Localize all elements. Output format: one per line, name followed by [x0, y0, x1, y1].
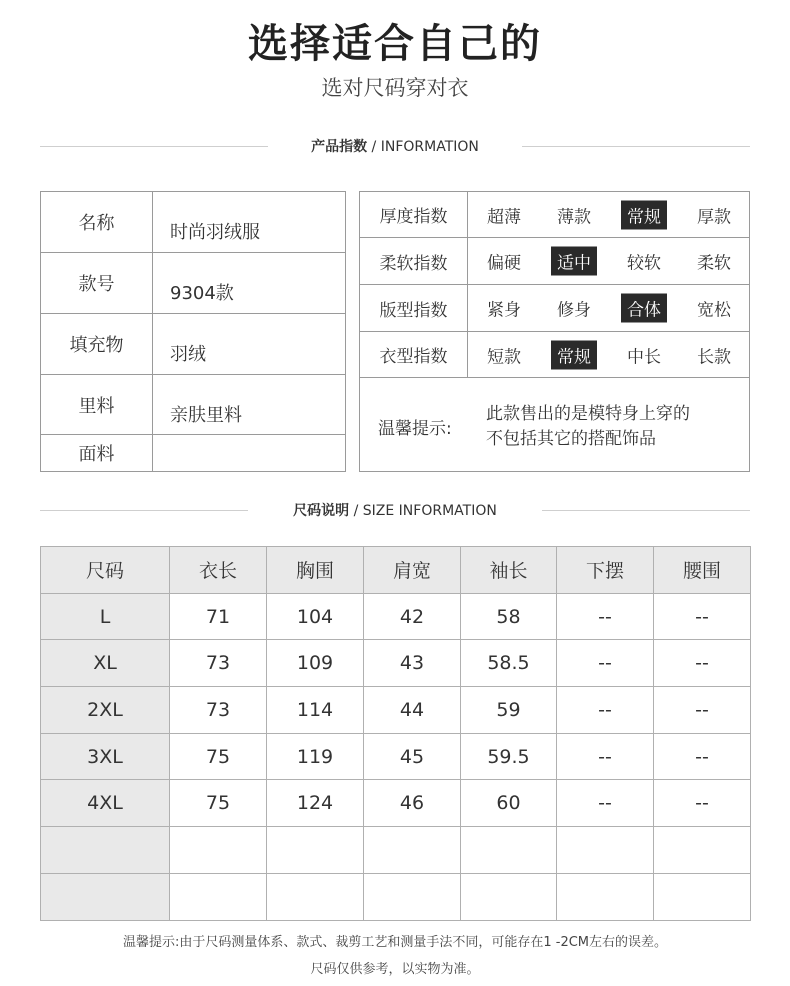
info-key: 里料: [41, 374, 153, 435]
product-section-label: 产品指数: [311, 139, 368, 155]
table-row: [41, 827, 751, 874]
measure-cell: 42: [364, 593, 461, 640]
size-cell: L: [41, 593, 170, 640]
measure-cell: 45: [364, 733, 461, 780]
info-key: 填充物: [41, 313, 153, 374]
index-option: 短款: [487, 347, 521, 367]
index-option-selected: 常规: [621, 200, 667, 229]
measure-cell: 109: [267, 640, 364, 687]
index-option: 长款: [697, 347, 731, 367]
product-info-table: [40, 191, 346, 472]
info-row: [41, 192, 346, 253]
table-row: [41, 687, 751, 734]
index-option: 厚款: [697, 207, 731, 227]
measure-cell: 119: [267, 733, 364, 780]
measure-cell: 75: [170, 733, 267, 780]
warm-tip: [360, 378, 749, 471]
measure-cell: [461, 873, 557, 920]
measure-cell: [170, 873, 267, 920]
measure-cell: --: [654, 640, 751, 687]
info-key: 款号: [41, 252, 153, 313]
table-header-row: [41, 547, 751, 594]
measure-cell: [267, 873, 364, 920]
measure-cell: 46: [364, 780, 461, 827]
product-section-label-en: / INFORMATION: [367, 139, 479, 155]
measure-cell: 114: [267, 687, 364, 734]
index-row-thickness: [360, 192, 749, 238]
measure-cell: 58.5: [461, 640, 557, 687]
measure-cell: [170, 827, 267, 874]
index-option-selected: 合体: [621, 294, 667, 323]
index-row-length: [360, 332, 749, 378]
size-cell: [41, 827, 170, 874]
size-section-heading: [40, 500, 750, 520]
measure-cell: --: [557, 780, 654, 827]
table-row: [41, 640, 751, 687]
measure-cell: 58: [461, 593, 557, 640]
measure-cell: [654, 827, 751, 874]
index-option: 宽松: [697, 300, 731, 321]
measure-cell: [557, 873, 654, 920]
measure-cell: --: [654, 780, 751, 827]
info-row: [41, 252, 346, 313]
index-option: 紧身: [487, 300, 521, 321]
footer-note: 温馨提示:由于尺码测量体系、款式、裁剪工艺和测量手法不同，可能存在1 -2CM左右的误差。: [122, 935, 668, 950]
measure-cell: 75: [170, 780, 267, 827]
column-header: 胸围: [267, 547, 364, 594]
index-key: 厚度指数: [360, 192, 468, 237]
measure-cell: [267, 827, 364, 874]
index-key: 柔软指数: [360, 238, 468, 284]
measure-cell: --: [557, 593, 654, 640]
index-option: 修身: [557, 300, 591, 321]
index-key: 版型指数: [360, 285, 468, 331]
table-row: [41, 780, 751, 827]
measure-cell: --: [654, 733, 751, 780]
size-cell: 3XL: [41, 733, 170, 780]
column-header: 尺码: [41, 547, 170, 594]
column-header: 下摆: [557, 547, 654, 594]
column-header: 衣长: [170, 547, 267, 594]
size-cell: 2XL: [41, 687, 170, 734]
column-header: 腰围: [654, 547, 751, 594]
tip-line: 不包括其它的搭配饰品: [486, 429, 656, 449]
measure-cell: 73: [170, 687, 267, 734]
size-cell: [41, 873, 170, 920]
index-option: 超薄: [487, 207, 521, 227]
measure-cell: [364, 827, 461, 874]
page-subtitle: 选对尺码穿对衣: [321, 76, 469, 100]
index-row-softness: [360, 238, 749, 285]
measure-cell: 59: [461, 687, 557, 734]
measure-cell: [461, 827, 557, 874]
size-section-label-en: / SIZE INFORMATION: [349, 503, 497, 519]
table-row: [41, 593, 751, 640]
measure-cell: 73: [170, 640, 267, 687]
measure-cell: --: [557, 733, 654, 780]
size-cell: 4XL: [41, 780, 170, 827]
measure-cell: [557, 827, 654, 874]
column-header: 肩宽: [364, 547, 461, 594]
tip-line: 此款售出的是模特身上穿的: [486, 404, 690, 424]
measure-cell: 124: [267, 780, 364, 827]
index-row-fit: [360, 285, 749, 332]
measure-cell: 60: [461, 780, 557, 827]
footer-note: 尺码仅供参考，以实物为准。: [310, 962, 480, 977]
index-option: 中长: [627, 347, 661, 367]
measure-cell: --: [557, 687, 654, 734]
info-value: 时尚羽绒服: [153, 192, 346, 253]
info-row: [41, 435, 346, 472]
index-option: 较软: [627, 253, 661, 274]
info-row: [41, 374, 346, 435]
measure-cell: 43: [364, 640, 461, 687]
measure-cell: 104: [267, 593, 364, 640]
tip-label: 温馨提示:: [378, 419, 452, 439]
table-row: [41, 733, 751, 780]
measure-cell: 71: [170, 593, 267, 640]
product-index-panel: [359, 191, 750, 472]
page-title: 选择适合自己的: [248, 21, 542, 67]
measure-cell: --: [654, 687, 751, 734]
measure-cell: [654, 873, 751, 920]
measure-cell: 59.5: [461, 733, 557, 780]
size-section-label: 尺码说明: [293, 503, 350, 519]
info-value: 羽绒: [153, 313, 346, 374]
info-key: 面料: [41, 435, 153, 472]
table-row: [41, 873, 751, 920]
index-option: 柔软: [697, 253, 731, 274]
measure-cell: [364, 873, 461, 920]
info-row: [41, 313, 346, 374]
measure-cell: --: [557, 640, 654, 687]
info-key: 名称: [41, 192, 153, 253]
info-value: 9304款: [153, 252, 346, 313]
info-value: [153, 435, 346, 472]
index-option-selected: 常规: [551, 340, 597, 369]
index-option-selected: 适中: [551, 247, 597, 276]
index-option: 偏硬: [487, 253, 521, 274]
measure-cell: --: [654, 593, 751, 640]
info-value: 亲肤里料: [153, 374, 346, 435]
index-option: 薄款: [557, 207, 591, 227]
product-section-heading: [40, 136, 750, 156]
measure-cell: 44: [364, 687, 461, 734]
column-header: 袖长: [461, 547, 557, 594]
size-cell: XL: [41, 640, 170, 687]
index-key: 衣型指数: [360, 332, 468, 377]
size-table: [40, 546, 751, 921]
